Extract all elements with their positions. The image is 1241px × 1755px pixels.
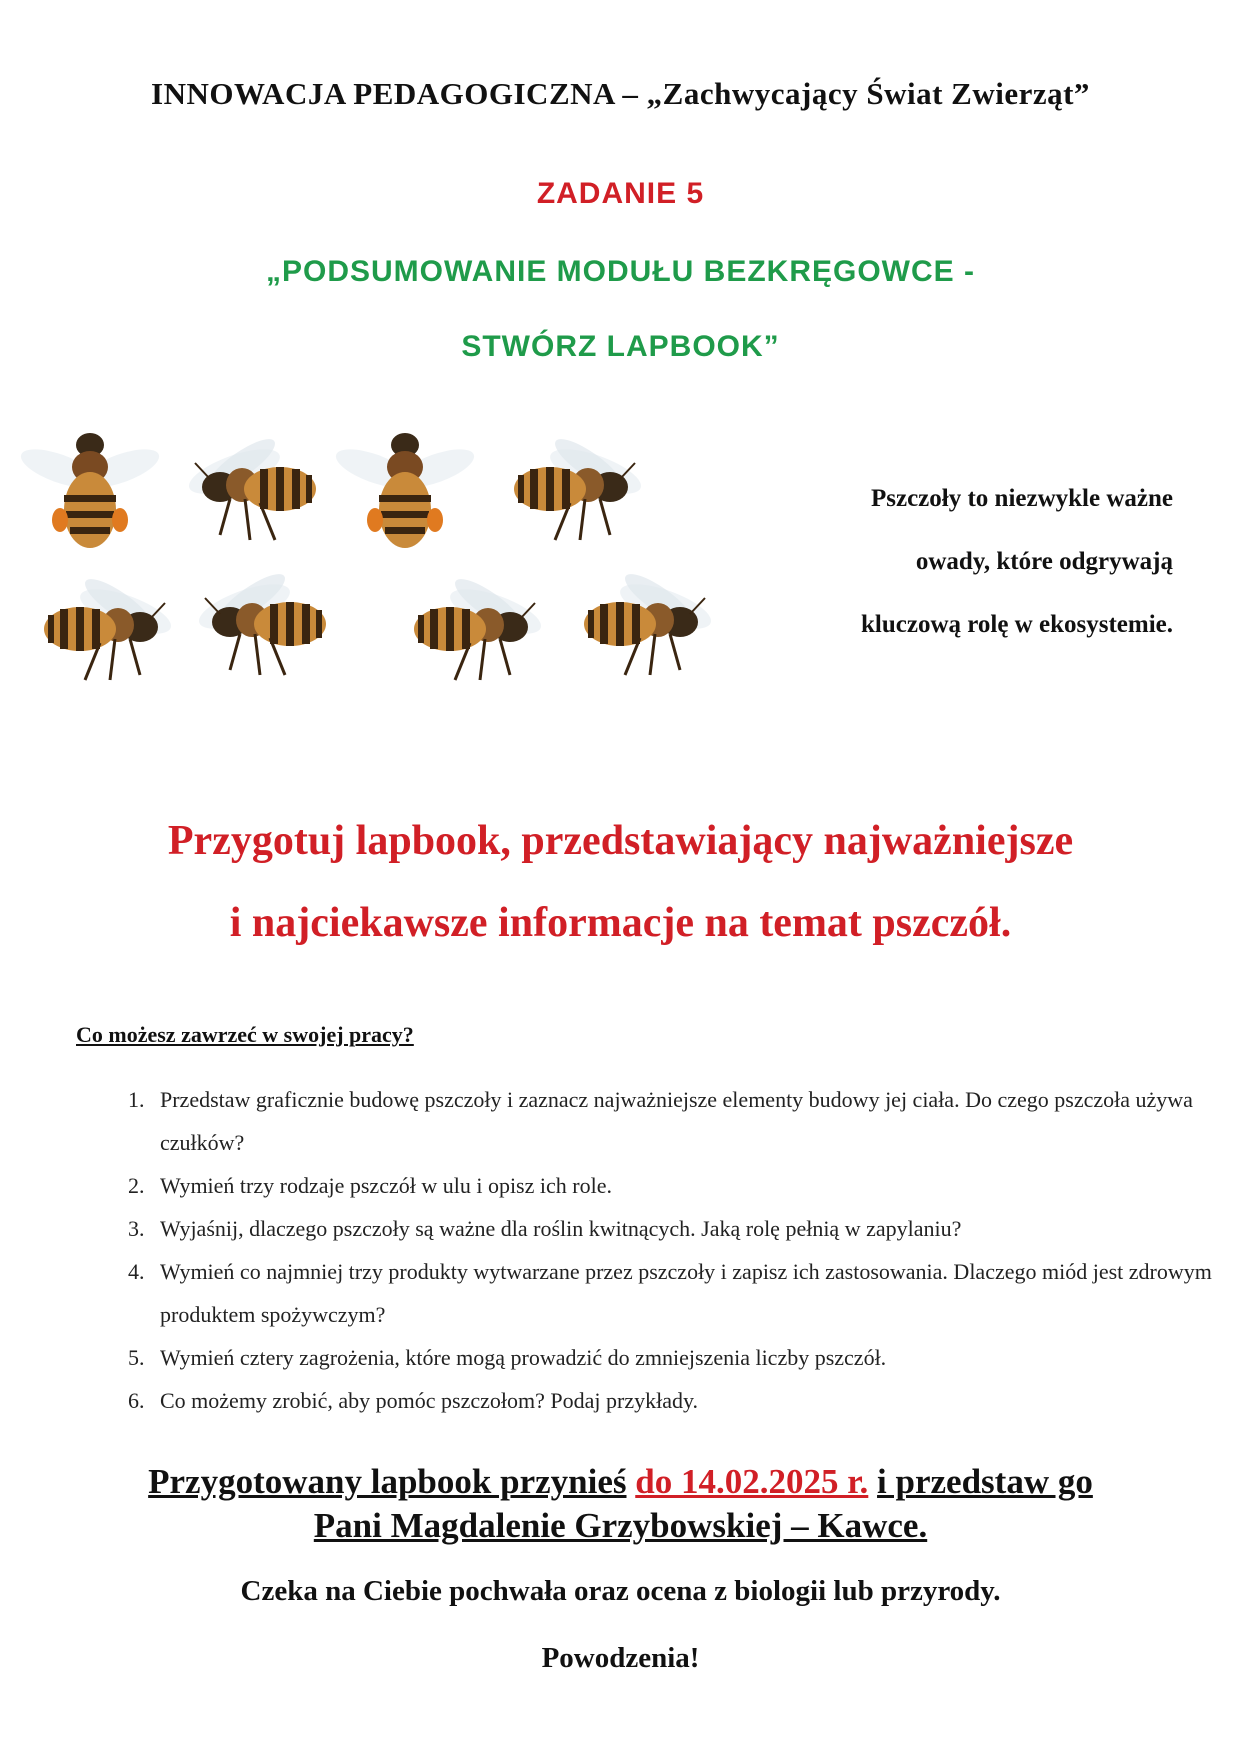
bees-illustration [10, 425, 810, 725]
bee-photo-1 [16, 433, 163, 548]
list-item: 4. Wymień co najmniej trzy produkty wytwarzane przez pszczoły i zapisz ich zastosowania. Dlaczego miód jest zdrowym produktem spożywczym? [150, 1250, 1230, 1336]
deadline-notice [0, 1460, 1241, 1548]
list-item: 1. Przedstaw graficznie budowę pszczoły i zaznacz najważniejsze elementy budowy jej ciała. Do czego pszczoła używa czułków? [150, 1078, 1230, 1164]
list-item: 2. Wymień trzy rodzaje pszczół w ulu i opisz ich role. [150, 1164, 1230, 1207]
bee-photo-2 [184, 431, 316, 540]
task-subtitle-line2: STWÓRZ LAPBOOK” [461, 330, 780, 363]
deadline-date: do 14.02.2025 r. [635, 1462, 869, 1501]
question-heading: Co możesz zawrzeć w swojej pracy? [76, 1022, 414, 1047]
document-title: INNOWACJA PEDAGOGICZNA – „Zachwycający Świat Zwierząt” [151, 76, 1090, 111]
bee-photo-3 [331, 433, 478, 548]
deadline-part1: Przygotowany lapbook przynieś [148, 1462, 627, 1501]
bee-fact [773, 467, 1173, 656]
bee-fact-line1: Pszczoły to niezwykle ważne [870, 485, 1173, 512]
praise-text: Czeka na Ciebie pochwała oraz ocena z biologii lub przyrody. [240, 1575, 1001, 1607]
closing-text: Powodzenia! [541, 1642, 700, 1674]
bee-fact-line2: owady, które odgrywają [915, 548, 1173, 575]
deadline-part2: i przedstaw go [877, 1462, 1093, 1501]
bee-photo-4 [514, 431, 646, 540]
task-number: ZADANIE 5 [536, 177, 705, 210]
bee-fact-line3: kluczową rolę w ekosystemie. [861, 611, 1173, 638]
main-instruction [0, 800, 1241, 964]
bee-photo-7 [414, 571, 546, 680]
main-instruction-line1: Przygotuj lapbook, przedstawiający najważniejsze [167, 818, 1074, 864]
list-item: 5. Wymień cztery zagrożenia, które mogą prowadzić do zmniejszenia liczby pszczół. [150, 1336, 1230, 1379]
task-subtitle-line1: „PODSUMOWANIE MODUŁU BEZKRĘGOWCE - [266, 255, 975, 288]
task-list [110, 1078, 1230, 1422]
main-instruction-line2: i najciekawsze informacje na temat pszczół. [229, 900, 1012, 946]
list-item: 6. Co możemy zrobić, aby pomóc pszczołom? Podaj przykłady. [150, 1379, 1230, 1422]
bee-photo-5 [44, 571, 176, 680]
deadline-recipient: Pani Magdalenie Grzybowskiej – Kawce. [313, 1506, 928, 1545]
list-item: 3. Wyjaśnij, dlaczego pszczoły są ważne dla roślin kwitnących. Jaką rolę pełnią w zapylaniu? [150, 1207, 1230, 1250]
bee-photo-6 [194, 566, 326, 675]
bee-photo-8 [584, 566, 716, 675]
